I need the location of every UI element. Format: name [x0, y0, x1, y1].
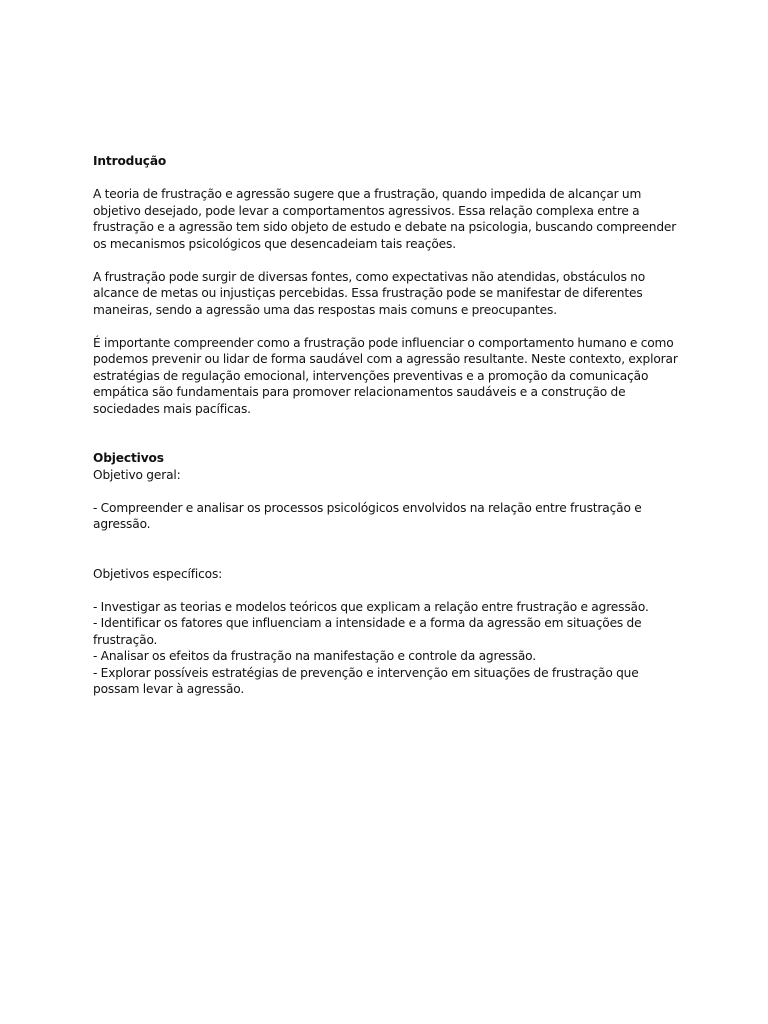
introduction-paragraph: A frustração pode surgir de diversas fontes, como expectativas não atendidas, obstáculos no alcance de metas ou injustiças percebidas. Essa frustração pode se manifestar de diferentes maneiras, sendo a agressão uma das respostas mais comuns e preocupantes.: [93, 269, 646, 317]
spacer: [93, 533, 683, 566]
general-objective-item: - Compreender e analisar os processos psicológicos envolvidos na relação entre frustração e agressão.: [93, 500, 642, 531]
spacer: [93, 252, 683, 269]
specific-objectives-label: Objetivos específicos:: [93, 566, 223, 581]
spacer: [93, 582, 683, 599]
introduction-paragraph: A teoria de frustração e agressão sugere que a frustração, quando impedida de alcançar um objetivo desejado, pode levar a comportamentos agressivos. Essa relação complexa entre a frustração e a agressão tem sido objeto de estudo e debate na psicologia, buscando compreender os mecanismos psicológicos que desencadeiam tais reações.: [93, 187, 677, 251]
spacer: [93, 483, 683, 500]
objectives-heading: Objectivos: [93, 451, 164, 465]
list-item: - Identificar os fatores que influenciam a intensidade e a forma da agressão em situações de frustração.: [93, 616, 642, 647]
document-page: [93, 153, 683, 698]
spacer: [93, 417, 683, 450]
introduction-paragraph: É importante compreender como a frustração pode influenciar o comportamento humano e como podemos prevenir ou lidar de forma saudável com a agressão resultante. Neste contexto, explorar estratégias de regulação emocional, intervenções preventivas e a promoção da comunicação empática são fundamentais para promover relacionamentos saudáveis e a construção de sociedades mais pacíficas.: [93, 335, 678, 416]
spacer: [93, 170, 683, 187]
general-objective-label: Objetivo geral:: [93, 467, 181, 482]
list-item: - Explorar possíveis estratégias de prevenção e intervenção em situações de frustração que possam levar à agressão.: [93, 665, 639, 696]
list-item: - Analisar os efeitos da frustração na manifestação e controle da agressão.: [93, 649, 536, 663]
specific-objectives-list: [93, 599, 683, 698]
introduction-heading: Introdução: [93, 154, 167, 168]
spacer: [93, 318, 683, 335]
list-item: - Investigar as teorias e modelos teóricos que explicam a relação entre frustração e agressão.: [93, 599, 649, 614]
